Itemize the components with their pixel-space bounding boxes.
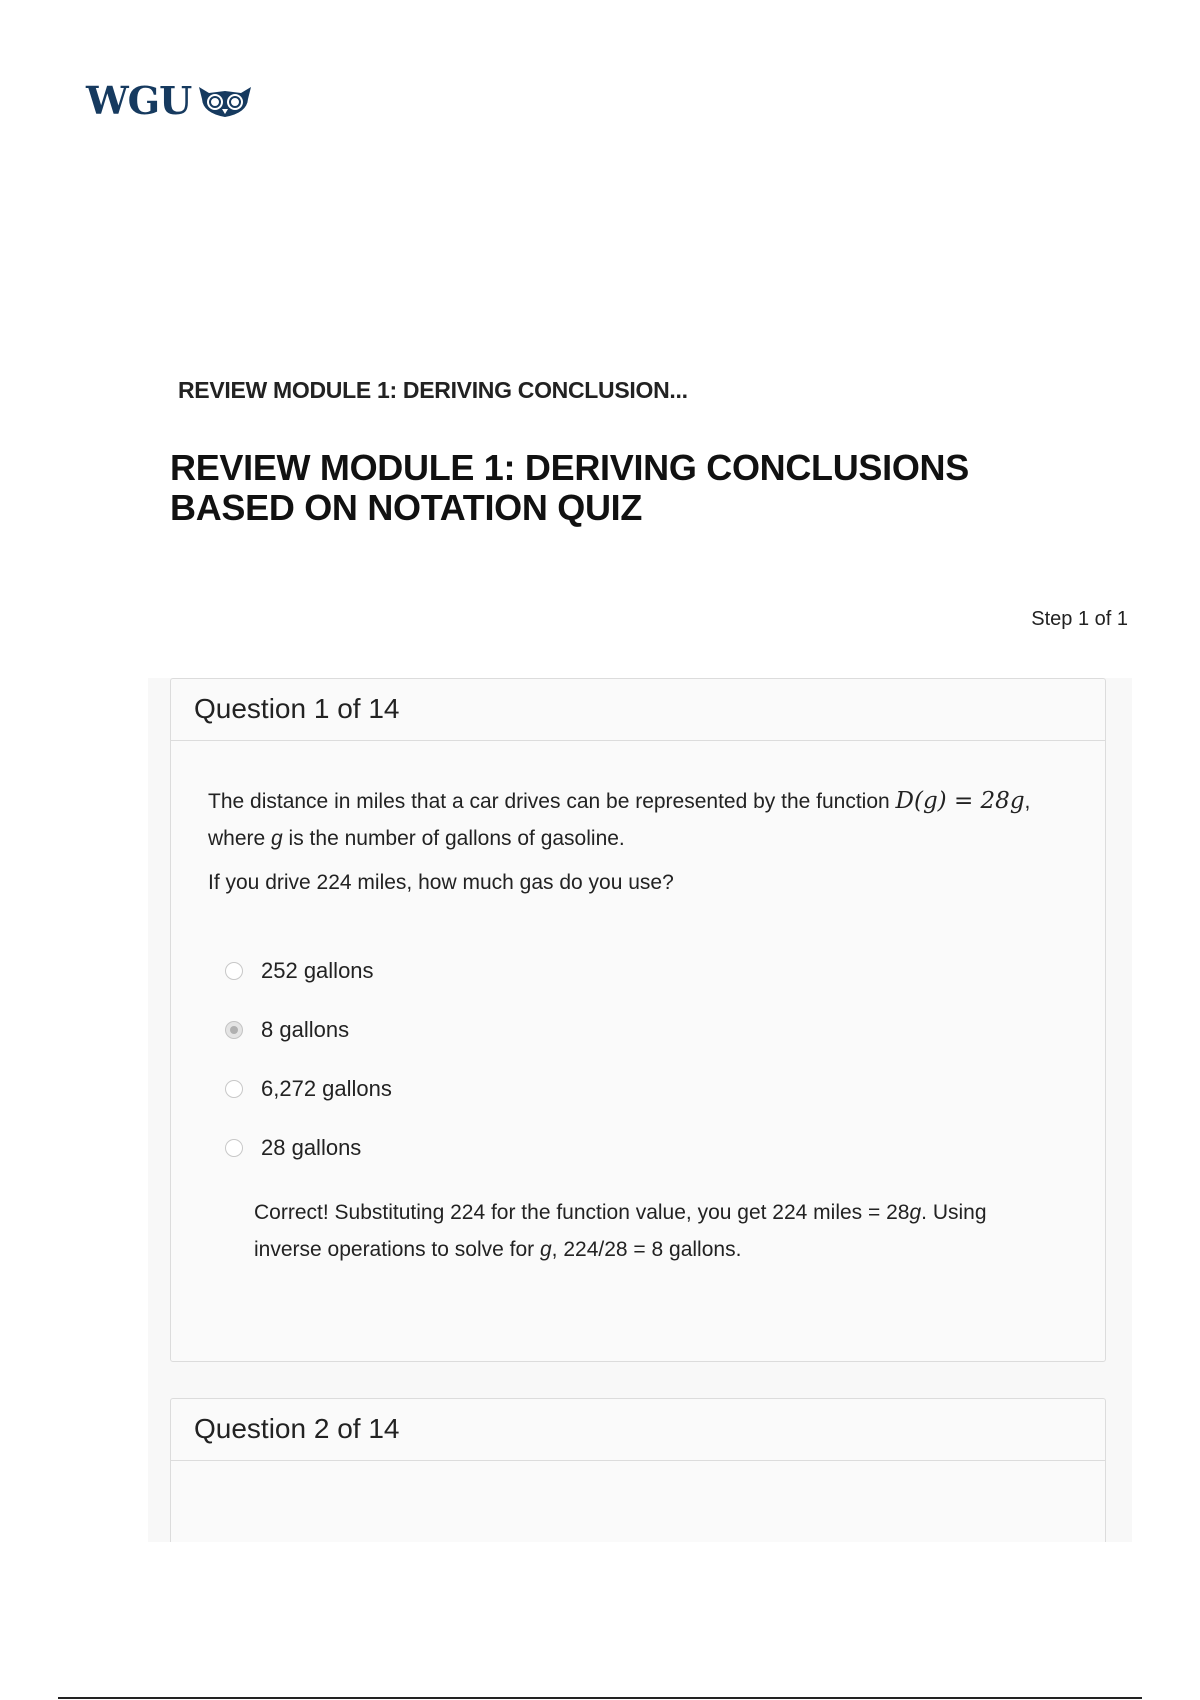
radio-button[interactable] (225, 962, 243, 980)
option-label: 28 gallons (261, 1134, 362, 1160)
prompt-text: The distance in miles that a car drives can be represented by the function (208, 790, 896, 813)
answer-option-selected[interactable] (208, 1000, 1068, 1059)
question-header: Question 1 of 14 (171, 679, 1105, 741)
logo-text: WGU (86, 78, 192, 123)
feedback-text: . Using inverse operations to solve for (254, 1201, 987, 1261)
question-body (171, 783, 1105, 1268)
radio-button[interactable] (225, 1139, 243, 1157)
answer-option[interactable] (208, 1059, 1068, 1118)
question-card (170, 678, 1106, 1362)
question-header: Question 2 of 14 (171, 1399, 1105, 1461)
question-prompt (208, 783, 1068, 857)
function-formula: D(g) = 28g (895, 788, 1025, 814)
option-label: 252 gallons (261, 957, 374, 983)
radio-button[interactable] (225, 1080, 243, 1098)
feedback-text: Correct! Substituting 224 for the function value, you get 224 miles = 28 (254, 1201, 910, 1224)
prompt-text-end: is the number of gallons of gasoline. (282, 827, 625, 850)
prompt-where: where (208, 827, 272, 850)
answer-option[interactable] (208, 941, 1068, 1000)
answer-option[interactable] (208, 1118, 1068, 1177)
radio-button-selected[interactable] (225, 1021, 243, 1039)
breadcrumb[interactable]: REVIEW MODULE 1: DERIVING CONCLUSION... (178, 377, 688, 403)
option-label: 8 gallons (261, 1016, 350, 1042)
feedback-variable: g (909, 1201, 922, 1224)
footer-divider (58, 1697, 1142, 1699)
owl-icon (195, 81, 255, 121)
option-label: 6,272 gallons (261, 1075, 392, 1101)
question-card (170, 1398, 1106, 1542)
quiz-area (148, 678, 1132, 1542)
step-indicator: Step 1 of 1 (1031, 608, 1128, 630)
wgu-logo (86, 78, 255, 123)
feedback-variable: g (539, 1238, 552, 1261)
question-text: If you drive 224 miles, how much gas do you use? (208, 871, 674, 894)
answer-feedback (254, 1194, 1034, 1268)
answer-options (208, 941, 1068, 1177)
page-title: REVIEW MODULE 1: DERIVING CONCLUSIONS BASED ON NOTATION QUIZ (170, 447, 969, 528)
prompt-comma: , (1024, 790, 1031, 813)
feedback-text: , 224/28 = 8 gallons. (551, 1238, 742, 1261)
prompt-variable: g (271, 827, 283, 850)
